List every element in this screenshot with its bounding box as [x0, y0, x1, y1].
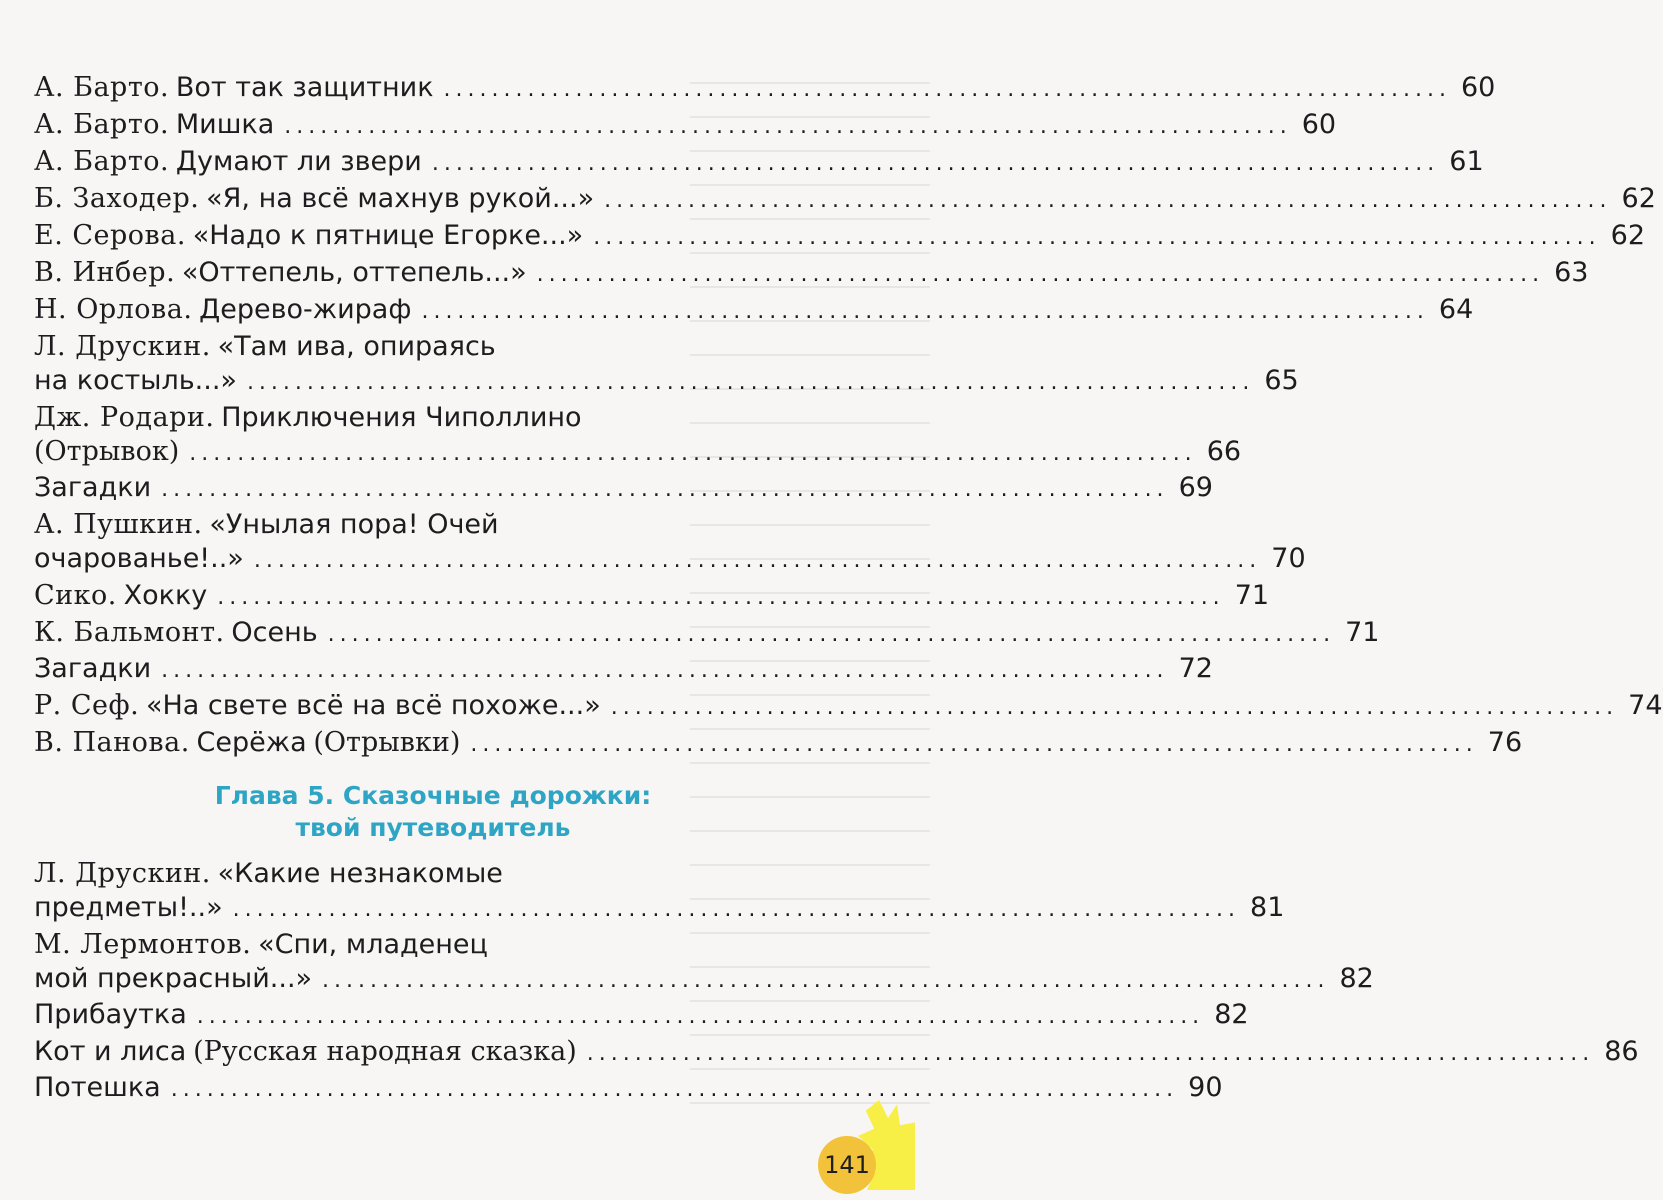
entry-title: «Унылая пора! Очей [209, 509, 499, 540]
dot-leader: .................................................................................... [610, 695, 1619, 720]
toc-entry [34, 1071, 1223, 1107]
entry-title-continuation: мой прекрасный...» [34, 963, 313, 994]
entry-title: «На свете всё на всё похоже...» [145, 690, 601, 721]
dot-leader: .................................................................................... [604, 188, 1612, 213]
toc-entry [34, 218, 1645, 255]
entry-page-number: 72 [1178, 653, 1213, 684]
dot-leader: .................................................................................... [536, 262, 1545, 287]
dot-leader: .................................................................................... [586, 1041, 1595, 1066]
entry-title: Мишка [175, 109, 275, 140]
entry-page-number: 81 [1250, 892, 1285, 923]
entry-title: Кот и лиса [34, 1036, 187, 1067]
entry-title-continuation: на костыль...» [34, 365, 237, 396]
entry-page-number: 60 [1301, 109, 1337, 140]
entry-page-number: 90 [1188, 1072, 1223, 1103]
entry-title: «Надо к пятнице Егорке...» [192, 220, 584, 251]
chapter-heading [34, 780, 802, 844]
entry-author: Б. Заходер. [34, 183, 200, 214]
toc-entry [34, 688, 1663, 725]
page-number-badge [818, 1136, 876, 1194]
entry-page-number: 71 [1345, 617, 1380, 648]
dot-leader: .................................................................................... [253, 548, 1262, 573]
entry-page-number: 74 [1628, 690, 1663, 721]
entry-page-number: 65 [1264, 365, 1299, 396]
entry-page-number: 86 [1604, 1036, 1639, 1067]
toc-entry [34, 856, 1285, 927]
entry-page-number: 82 [1214, 999, 1249, 1030]
entry-author: Л. Друскин. [34, 331, 211, 362]
entry-page-number: 61 [1449, 146, 1484, 177]
entry-title: Осень [231, 617, 318, 648]
toc-entry [34, 507, 1306, 578]
dot-leader: .................................................................................... [232, 897, 1241, 922]
toc-entry [34, 998, 1249, 1034]
toc-entry [34, 578, 1270, 615]
entry-page-number: 64 [1438, 294, 1474, 325]
entry-title: Прибаутка [34, 999, 187, 1030]
toc-entry [34, 471, 1213, 507]
entry-title: Серёжа [196, 727, 307, 758]
entry-title: Вот так защитник [175, 72, 434, 103]
dot-leader: .................................................................................... [161, 477, 1169, 502]
toc-entry [34, 70, 1496, 107]
entry-author: А. Барто. [34, 146, 170, 177]
entry-author: В. Панова. [34, 727, 190, 758]
toc-entry [34, 652, 1213, 688]
toc-entry [34, 181, 1656, 218]
dot-leader: .................................................................................... [431, 151, 1440, 176]
entry-author: А. Барто. [34, 109, 170, 140]
entry-title: «Спи, младенец [258, 929, 488, 960]
entry-author: А. Барто. [34, 72, 170, 103]
entry-page-number: 70 [1271, 543, 1306, 574]
dot-leader: .................................................................................... [443, 77, 1451, 102]
entry-page-number: 82 [1339, 963, 1374, 994]
entry-author: Сико. [34, 580, 117, 611]
entry-title-continuation: очарованье!..» [34, 543, 244, 574]
entry-author: М. Лермонтов. [34, 929, 252, 960]
page-number: 141 [824, 1151, 870, 1179]
dot-leader: .................................................................................... [284, 114, 1292, 139]
entry-author: Р. Сеф. [34, 690, 140, 721]
toc-entry [34, 107, 1337, 144]
dot-leader: .................................................................................... [421, 299, 1429, 324]
toc-entry [34, 329, 1299, 400]
entry-title: Думают ли звери [175, 146, 422, 177]
chapter-subtitle: твой путеводитель [295, 813, 571, 842]
entry-author: К. Бальмонт. [34, 617, 225, 648]
dot-leader: .................................................................................... [470, 732, 1478, 757]
dot-leader: .................................................................................... [246, 370, 1255, 395]
toc-entry [34, 292, 1474, 329]
entry-title: «Какие незнакомые [217, 858, 503, 889]
entry-author: Н. Орлова. [34, 294, 193, 325]
entry-page-number: 69 [1178, 472, 1213, 503]
entry-title: Загадки [34, 472, 152, 503]
entry-title-continuation: (Отрывок) [34, 436, 180, 467]
entry-title: «Там ива, опираясь [217, 331, 496, 362]
dot-leader: .................................................................................... [189, 441, 1197, 466]
entry-title: «Я, на всё махнув рукой...» [206, 183, 595, 214]
entry-title-continuation: предметы!..» [34, 892, 223, 923]
toc-entry [34, 255, 1589, 292]
entry-page-number: 71 [1234, 580, 1270, 611]
toc-entry [34, 144, 1484, 181]
dot-leader: .................................................................................... [593, 225, 1601, 250]
entry-title: Потешка [34, 1072, 161, 1103]
dot-leader: .................................................................................... [170, 1077, 1179, 1102]
entry-author: В. Инбер. [34, 257, 176, 288]
toc-entry [34, 927, 1374, 998]
dot-leader: .................................................................................... [322, 968, 1330, 993]
entry-title: Загадки [34, 653, 152, 684]
entry-page-number: 63 [1554, 257, 1589, 288]
chapter-title: Глава 5. Сказочные дорожки: [214, 781, 652, 810]
entry-title: Дерево-жираф [199, 294, 412, 325]
entry-note: (Отрывки) [313, 727, 461, 758]
toc-entry [34, 725, 1523, 762]
entry-author: Дж. Родари. [34, 402, 215, 433]
dot-leader: .................................................................................... [327, 622, 1336, 647]
entry-author: А. Пушкин. [34, 509, 203, 540]
entry-title: Хокку [123, 580, 208, 611]
entry-page-number: 66 [1206, 436, 1242, 467]
entry-page-number: 60 [1460, 72, 1496, 103]
dot-leader: .................................................................................... [161, 658, 1169, 683]
entry-author: Л. Друскин. [34, 858, 211, 889]
toc-entry [34, 615, 1380, 652]
entry-title: «Оттепель, оттепель...» [181, 257, 527, 288]
entry-page-number: 62 [1610, 220, 1645, 251]
entry-author: Е. Серова. [34, 220, 186, 251]
entry-note: (Русская народная сказка) [193, 1036, 577, 1067]
entry-title: Приключения Чиполлино [221, 402, 582, 433]
toc-entry [34, 400, 1242, 471]
toc-entry [34, 1034, 1639, 1071]
dot-leader: .................................................................................... [217, 585, 1225, 610]
table-of-contents [34, 70, 1663, 1107]
entry-page-number: 76 [1487, 727, 1523, 758]
entry-page-number: 62 [1621, 183, 1656, 214]
dot-leader: .................................................................................... [196, 1004, 1205, 1029]
